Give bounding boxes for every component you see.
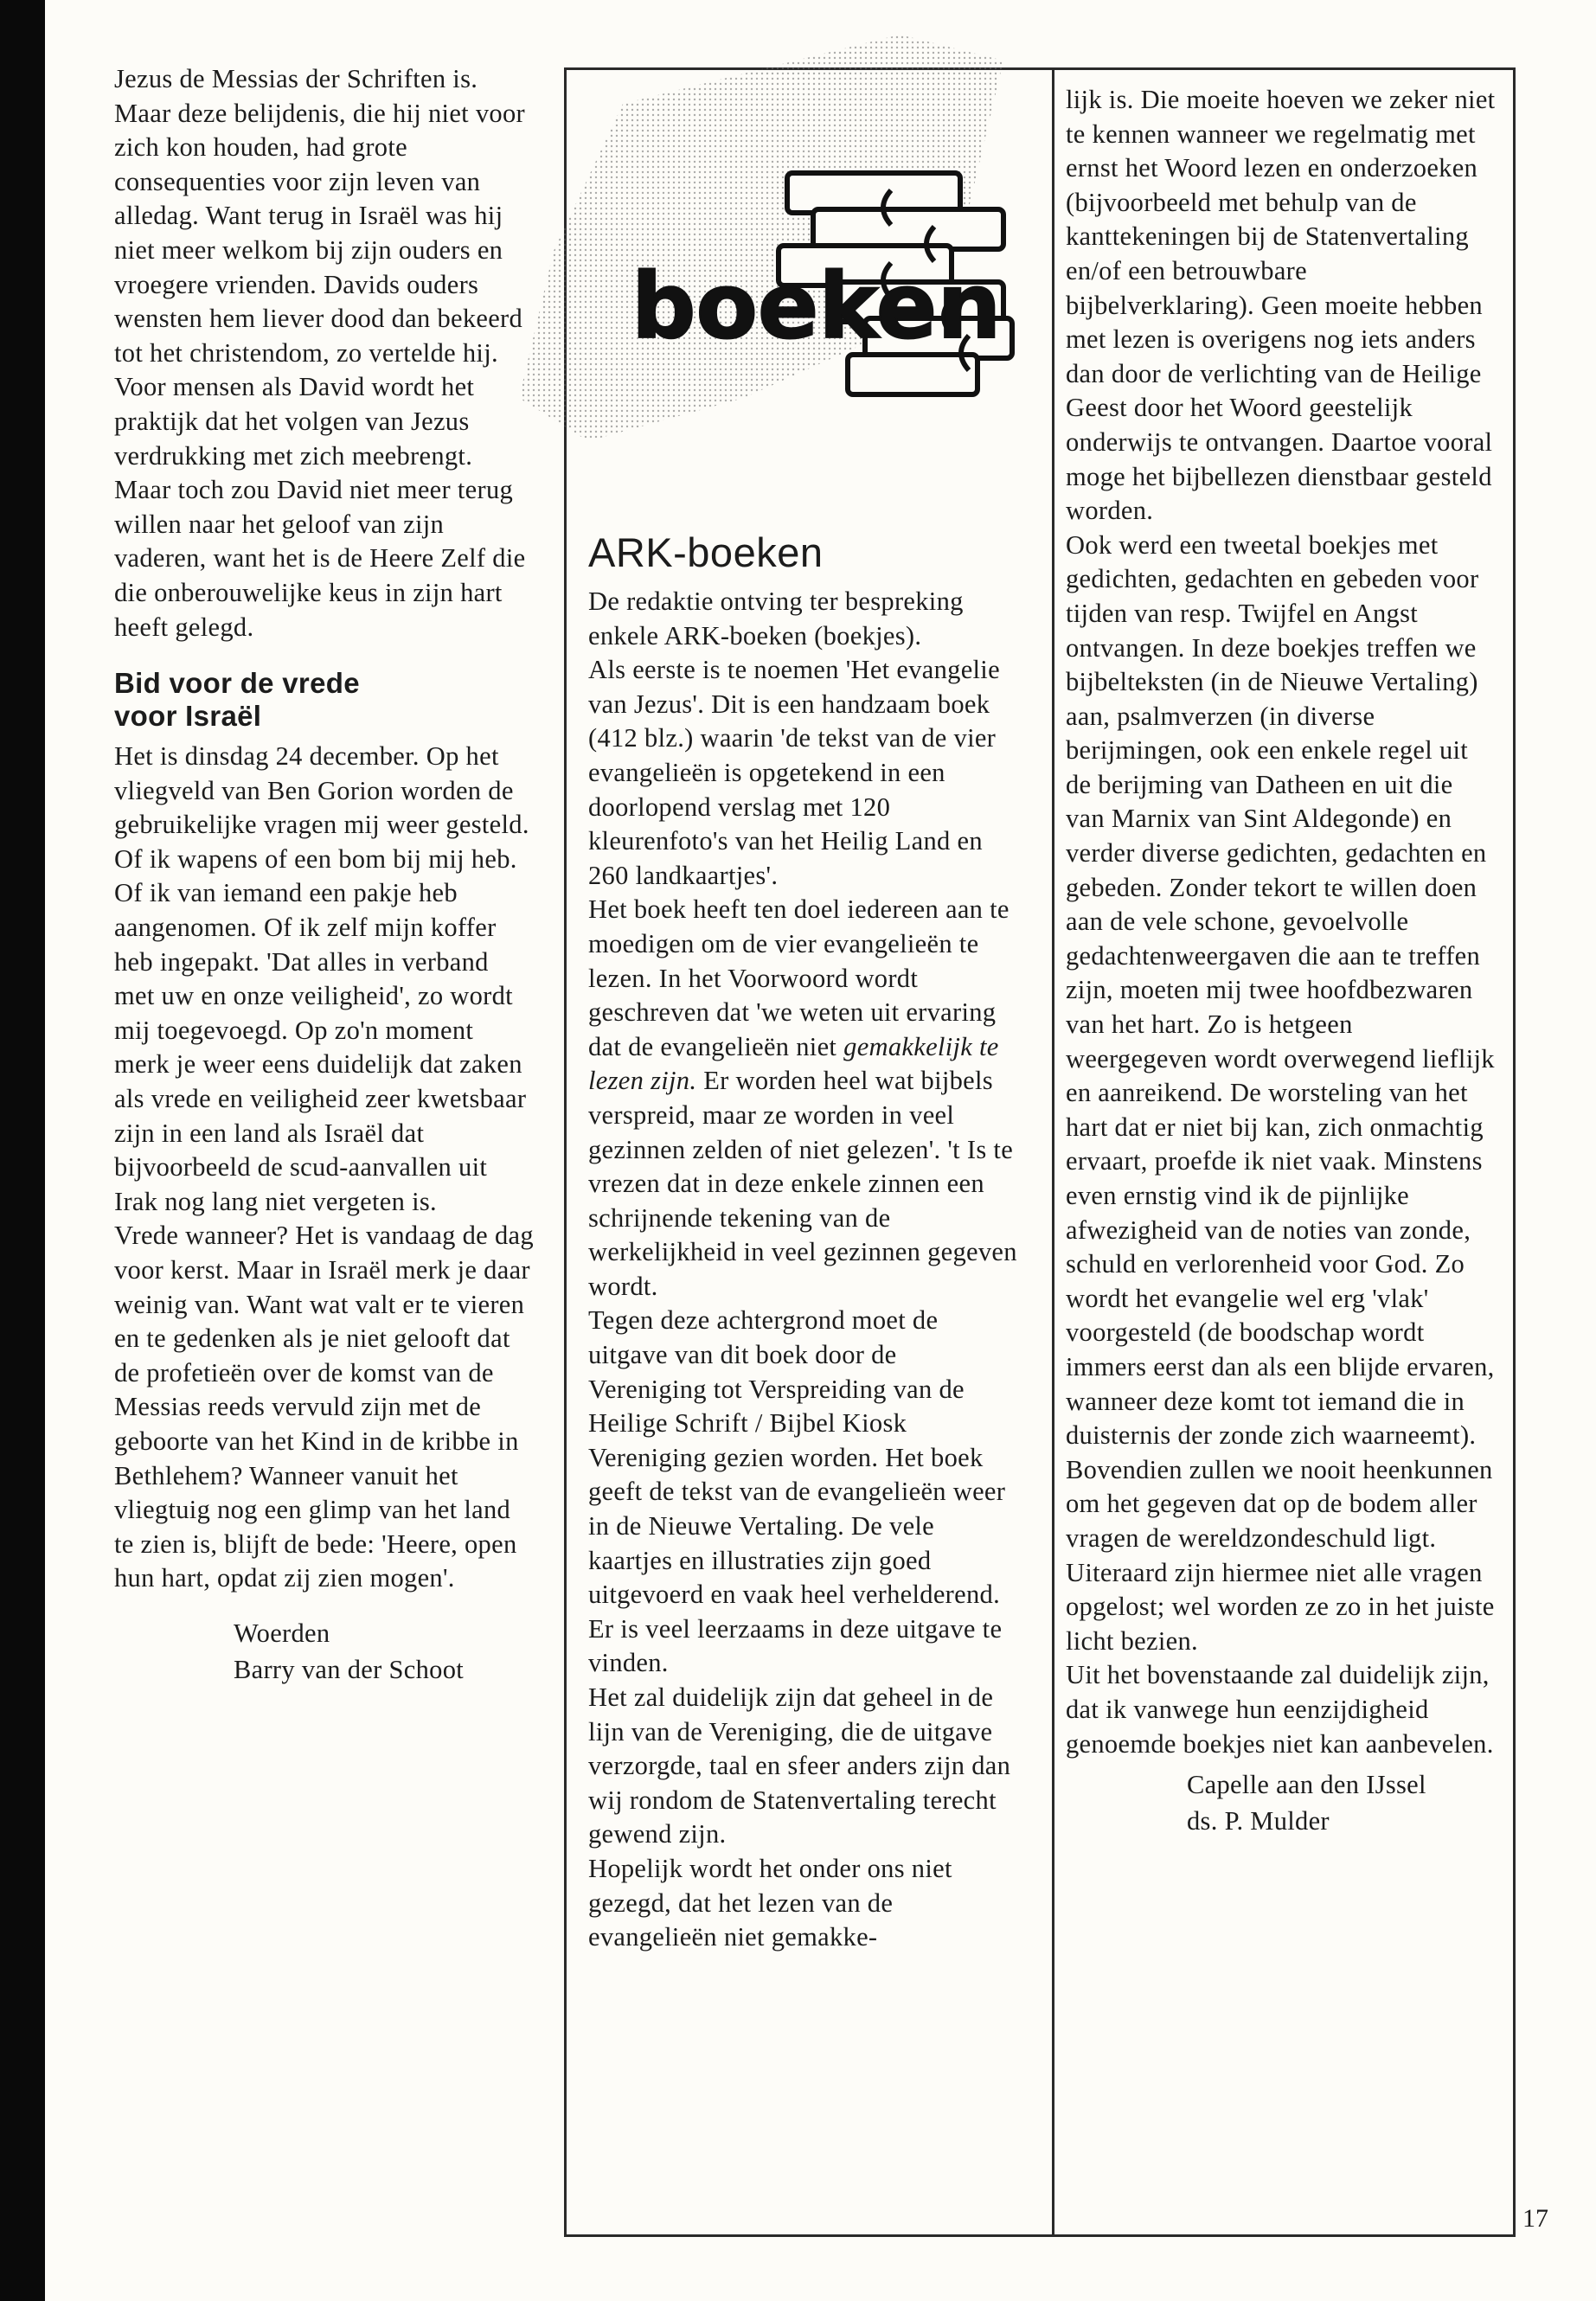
mid-paragraph: Tegen deze achtergrond moet de uitgave van dit boek door de Vereniging tot Verspreiding van de Heilige Schrift / Bijbel Kiosk Vereniging gezien worden. Het boek geeft de tekst van de evangelieën weer in de Nieuwe Vertaling. De vele kaartjes en illustraties zijn goed uitgevoerd en vaak heel verhelderend. Er is veel leerzaams in deze uitgave te vinden. [588, 1305, 1006, 1678]
signature-place: Capelle aan den IJssel [1187, 1770, 1426, 1800]
logo-word: boeken [631, 253, 1002, 359]
right-paragraph: lijk is. Die moeite hoeven we zeker niet te kennen wanneer we regelmatig met ernst het Woord lezen en onderzoeken (bijvoorbeeld met behulp van de kanttekeningen bij de Statenvertaling en/of een betrouwbare bijbelverklaring). Geen moeite hebben met lezen is overigens nog iets anders dan door de verlichting van de Heilige Geest door het Woord geestelijk onderwijs te ontvangen. Daartoe vooral moge het bijbellezen dienstbaar gesteld worden. [1066, 85, 1496, 526]
right-paragraph: Ook werd een tweetal boekjes met gedichten, gedachten en gebeden voor tijden van resp. Twijfel en Angst ontvangen. In deze boekjes treffen we bijbelteksten (in de Nieuwe Vertaling) aan, psalmverzen (in diverse berijmingen, ook een enkele regel uit de berijming van Datheen en uit die van Marnix van Sint Aldegonde) en verder diverse gedichten, gedachten en gebeden. Zonder tekort te willen doen aan de vele schone, gevoelvolle gedachtenweergaven die aan te treffen zijn, moeten mij twee hoofdbezwaren van het hart. Zo is hetgeen weergegeven wordt overwegend lieflijk en aanreikend. De worsteling van het hart dat er niet bij kan, zich onmachtig ervaart, proefde ik niet vaak. Minstens even ernstig vind ik de pijnlijke afwezigheid van de noties van zonde, schuld en verlorenheid voor God. Zo wordt het evangelie wel erg 'vlak' voorgesteld (de boodschap wordt immers eerst dan als een blijde ervaren, wanneer deze komt tot iemand die in duisternis der zonde zich waarneemt). Bovendien zullen we nooit heenkunnen om het gegeven dat op de bodem aller vragen de wereldzondeschuld ligt. Uiteraard zijn hiermee niet alle vragen opgelost; wel worden ze zo in het juiste licht bezien. [1066, 529, 1495, 1656]
subheading [114, 667, 535, 733]
mid-text: Er worden heel wat bijbels verspreid, maar ze worden in veel gezinnen zelden of niet gelezen'. 't Is te vrezen dat in deze enkele zinnen een schrijnende tekening van de werkelijkheid in veel gezinnen gegeven wordt. [588, 1066, 1017, 1301]
emphasis-text: gemakkelijk te lezen zijn. [588, 1031, 999, 1096]
left-paragraph: Maar toch zou David niet meer terug willen naar het geloof van zijn vaderen, want het is de Heere Zelf die die onberouwelijke keus in zijn hart heeft gelegd. [114, 475, 526, 642]
article-title: ARK-boeken [588, 529, 824, 575]
mid-paragraph [588, 893, 1021, 1304]
mid-paragraph: Het zal duidelijk zijn dat geheel in de lijn van de Vereniging, die de uitgave verzorgde, taal en sfeer anders zijn dan wij rondom de Statenvertaling terecht gewend zijn. [588, 1682, 1011, 1849]
right-paragraph: Uit het bovenstaande zal duidelijk zijn, dat ik vanwege hun eenzijdigheid genoemde boekjes niet kan aanbevelen. [1066, 1660, 1494, 1759]
mid-paragraph: Hopelijk wordt het onder ons niet gezegd, dat het lezen van de evangelieën niet gemakke- [588, 1853, 952, 1952]
left-paragraph: Het is dinsdag 24 december. Op het vliegveld van Ben Gorion worden de gebruikelijke vragen mij weer gesteld. Of ik wapens of een bom bij mij heb. Of ik van iemand een pakje heb aangenomen. Of ik zelf mijn koffer heb ingepakt. 'Dat alles in verband met uw en onze veiligheid', zo wordt mij toegevoegd. Op zo'n moment merk je weer eens duidelijk dat zaken als vrede en veiligheid zeer kwetsbaar zijn in een land als Israël dat bijvoorbeeld de scud-aanvallen uit Irak nog lang niet vergeten is. [114, 741, 529, 1216]
signature-author: Barry van der Schoot [234, 1654, 465, 1684]
left-signature [114, 1615, 535, 1688]
subheading-line: Bid voor de vrede [114, 667, 360, 700]
signature-author: ds. P. Mulder [1187, 1806, 1330, 1836]
right-column [1066, 83, 1498, 1839]
subheading-line: voor Israël [114, 700, 262, 733]
scan-edge [0, 0, 45, 2301]
middle-column [588, 529, 1021, 1955]
left-column [114, 62, 535, 1688]
right-signature [1066, 1766, 1498, 1839]
mid-text: Het boek heeft ten doel iedereen aan te moedigen om de vier evangelieën te lezen. In het Voorwoord wordt geschreven dat 'we weten uit ervaring dat de evangelieën niet [588, 894, 1010, 1061]
boeken-logo [484, 35, 1021, 519]
page-number: 17 [1522, 2204, 1548, 2233]
left-paragraph: Jezus de Messias der Schriften is. Maar deze belijdenis, die hij niet voor zich kon houden, had grote consequenties voor zijn leven van alledag. Want terug in Israël was hij niet meer welkom bij zijn ouders en vroegere vrienden. Davids ouders wensten hem liever dood dan bekeerd tot het christendom, zo vertelde hij. Voor mensen als David wordt het praktijk dat het volgen van Jezus verdrukking met zich meebrengt. [114, 64, 525, 471]
mid-paragraph: De redaktie ontving ter bespreking enkele ARK-boeken (boekjes). [588, 586, 964, 651]
left-paragraph: Vrede wanneer? Het is vandaag de dag voor kerst. Maar in Israël merk je daar weinig van. Want wat valt er te vieren en te gedenken als je niet gelooft dat de profetieën over de komst van de Messias reeds vervuld zijn met de geboorte van het Kind in de kribbe in Bethlehem? Wanneer vanuit het vliegtuig nog een glimp van het land te zien is, blijft de bede: 'Heere, open hun hart, opdat zij zien mogen'. [114, 1221, 534, 1593]
signature-place: Woerden [234, 1618, 330, 1648]
column-divider [1052, 67, 1054, 2237]
mid-paragraph: Als eerste is te noemen 'Het evangelie van Jezus'. Dit is een handzaam boek (412 blz.) waarin 'de tekst van de vier evangelieën is opgetekend in een doorlopend verslag met 120 kleurenfoto's van het Heilig Land en 260 landkaartjes'. [588, 655, 1000, 890]
